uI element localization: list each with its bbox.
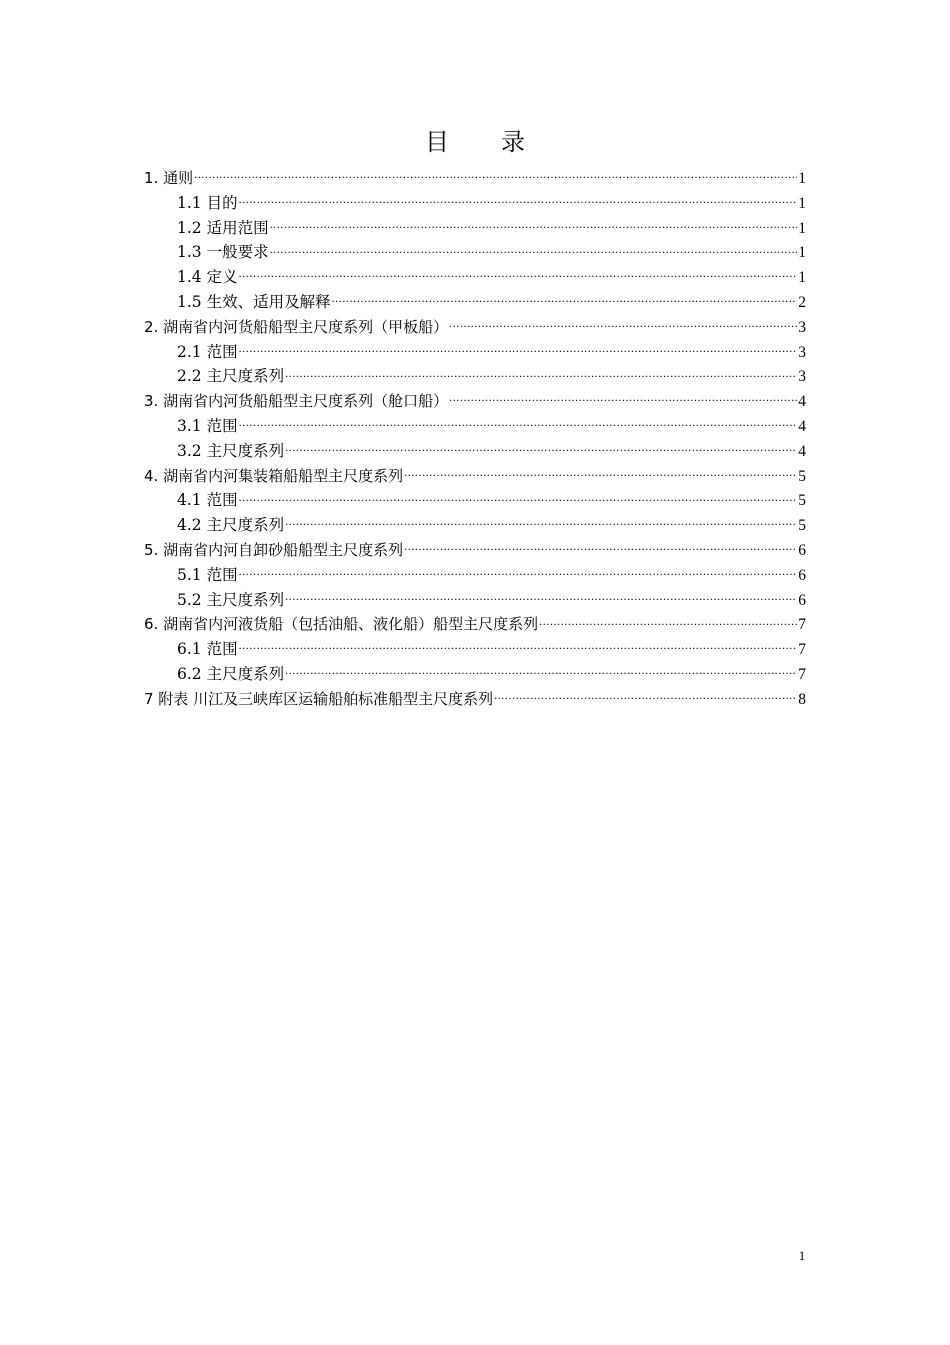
toc-entry-page: 3 [798,343,806,361]
toc-dot-leader [239,640,798,654]
toc-entry-label: 3. 湖南省内河货船船型主尺度系列（舱口船） [144,392,449,411]
toc-entry[interactable] [144,340,806,365]
toc-entry[interactable] [144,290,806,315]
toc-entry[interactable] [144,166,806,191]
toc-entry-label: 1.4 定义 [177,268,238,287]
toc-entry[interactable] [144,265,806,290]
toc-entry-label: 4.2 主尺度系列 [177,516,285,535]
toc-dot-leader [404,467,797,481]
toc-entry-page: 1 [798,244,806,262]
page-number: 1 [798,1248,806,1263]
toc-dot-leader [539,615,797,629]
toc-dot-leader [285,665,797,679]
toc-entry[interactable] [144,414,806,439]
toc-entry[interactable] [144,216,806,241]
toc-entry[interactable] [144,240,806,265]
toc-dot-leader [239,417,798,431]
toc-entry-label: 3.2 主尺度系列 [177,441,285,460]
toc-entry-label: 1.2 适用范围 [177,218,269,237]
toc-entry-page: 1 [798,194,806,212]
toc-entry[interactable] [144,612,806,637]
toc-entry-label: 5.1 范围 [177,565,238,584]
toc-entry-page: 5 [798,492,806,510]
toc-entry[interactable] [144,464,806,489]
toc-entry-label: 1.3 一般要求 [177,243,269,262]
toc-dot-leader [449,392,797,406]
toc-dot-leader [239,566,798,580]
toc-entry-label: 7 附表 川江及三峡库区运输船舶标准船型主尺度系列 [144,689,494,708]
toc-entry[interactable] [144,315,806,340]
toc-dot-leader [404,541,797,555]
toc-entry-page: 4 [798,393,806,411]
toc-entry-label: 3.1 范围 [177,416,238,435]
toc-entry[interactable] [144,364,806,389]
toc-dot-leader [449,318,797,332]
toc-entry[interactable] [144,513,806,538]
toc-entry-label: 5.2 主尺度系列 [177,590,285,609]
toc-dot-leader [285,442,797,456]
toc-entry-label: 4. 湖南省内河集装箱船船型主尺度系列 [144,466,404,485]
toc-dot-leader [239,343,798,357]
toc-entry-page: 6 [798,591,806,609]
toc-entry-page: 4 [798,417,806,435]
toc-entry[interactable] [144,662,806,687]
toc-entry[interactable] [144,389,806,414]
toc-entry-label: 2.1 范围 [177,342,238,361]
toc-entry-page: 7 [798,665,806,683]
toc-dot-leader [285,591,797,605]
toc-dot-leader [332,293,798,307]
toc-entry-page: 1 [798,219,806,237]
toc-entry-page: 5 [798,517,806,535]
toc-entry[interactable] [144,439,806,464]
toc-entry-label: 6. 湖南省内河液货船（包括油船、液化船）船型主尺度系列 [144,615,539,634]
toc-title-part1: 目 [425,128,449,156]
toc-entry[interactable] [144,637,806,662]
toc-entry-label: 1. 通则 [144,169,194,187]
toc-entry-label: 1.1 目的 [177,193,238,212]
toc-dot-leader [270,243,798,257]
toc-entry-page: 3 [798,368,806,386]
toc-entry-page: 1 [798,269,806,287]
toc-dot-leader [270,219,798,233]
toc-entry-label: 2.2 主尺度系列 [177,367,285,386]
toc-dot-leader [285,516,797,530]
toc-dot-leader [194,169,797,183]
toc-entry-page: 7 [798,616,806,634]
toc-dot-leader [285,367,797,381]
toc-entry-label: 1.5 生效、适用及解释 [177,292,331,311]
toc-entry-page: 4 [798,442,806,460]
toc-entry-page: 6 [798,541,806,559]
toc-entry-page: 1 [798,170,806,187]
toc-entry-label: 2. 湖南省内河货船船型主尺度系列（甲板船） [144,317,449,336]
toc-entry[interactable] [144,191,806,216]
toc-title [0,122,950,157]
toc-entry-page: 6 [798,566,806,584]
toc-entry-page: 5 [798,467,806,485]
toc-dot-leader [494,690,797,704]
toc-entry[interactable] [144,488,806,513]
toc-entry-page: 7 [798,641,806,659]
toc-dot-leader [239,268,798,282]
toc-entry[interactable] [144,563,806,588]
toc-dot-leader [239,194,798,208]
toc-entry[interactable] [144,687,806,712]
toc-entry-label: 4.1 范围 [177,491,238,510]
toc-entry-page: 8 [798,690,806,708]
toc-entry[interactable] [144,538,806,563]
toc-entry[interactable] [144,588,806,613]
table-of-contents [144,166,806,712]
toc-entry-page: 3 [798,318,806,336]
toc-entry-label: 6.1 范围 [177,640,238,659]
toc-entry-page: 2 [798,293,806,311]
toc-dot-leader [239,491,798,505]
toc-entry-label: 5. 湖南省内河自卸砂船船型主尺度系列 [144,540,404,559]
toc-entry-label: 6.2 主尺度系列 [177,664,285,683]
toc-title-part2: 录 [501,128,525,156]
